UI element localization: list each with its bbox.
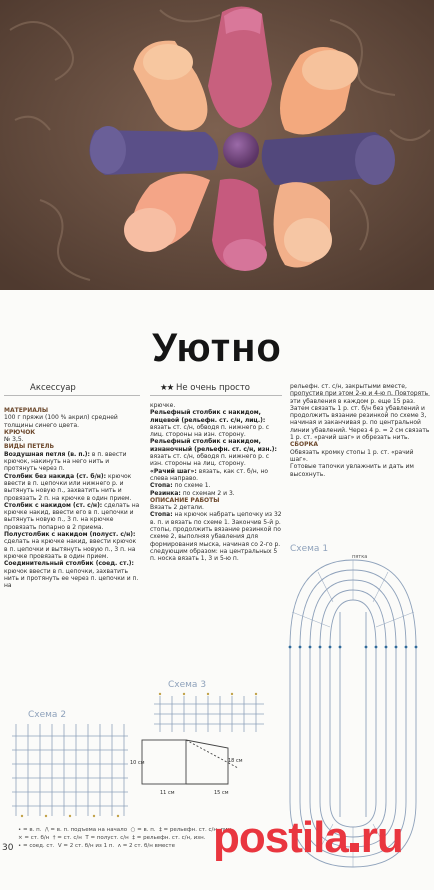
difficulty (160, 383, 250, 393)
stitch-chain: Воздушная петля (в. п.): в п. ввести крючок, накинуть на него нить и протянуть через п. (4, 450, 127, 473)
divider-1 (4, 395, 140, 396)
dim-10: 10 см (130, 760, 145, 766)
text-column-1 (4, 407, 140, 589)
difficulty-label: Не очень просто (175, 383, 250, 393)
stitch-sc: Столбик без накида (ст. б/н): крючок ввести в п. цепочки или нижнего р. и вытянуть новую п., захватить нить и провязать 2 п. на крючке в один прием. (4, 472, 132, 502)
hook-heading: КРЮЧОК (4, 428, 36, 436)
symbol-legend: • = в. п. /\ = в. п. подъема на начало ○ = в. п. ‡ = рельефн. ст. с/н, лиц. × = ст. б/н † = ст. с/н T = полуст. с/н ‡ = рельефн. ст. с/н, изн. • = соед. ст. V = 2 ст. б/н из 1 п. ʌ = 2 ст. б/н вместе (18, 827, 234, 849)
page-title: Уютно (152, 326, 282, 370)
assembly-heading: СБОРКА (290, 441, 319, 449)
text-column-2 (150, 402, 282, 563)
category-label: Аксессуар (30, 383, 76, 393)
assembly-text-2: Готовые тапочки увлажнить и дать им высохнуть. (290, 463, 414, 478)
pattern-sole: Стопа: по схеме 1. (150, 482, 211, 490)
stitch-fpdc: Рельефный столбик с накидом, лицевой (рельефн. ст. с/н, лиц.): вязать ст. с/н, обводя п. нижнего р. с лиц. стороны на изн. сторону. (150, 409, 270, 439)
slipper-left (89, 126, 218, 175)
watermark-dot (350, 843, 359, 852)
difficulty-stars: ★★ (160, 383, 174, 393)
stitches-heading: ВИДЫ ПЕТЕЛЬ (4, 443, 55, 451)
slipper-right (262, 132, 395, 185)
scheme-1-heel-label: пятка (352, 554, 368, 560)
watermark-logo: postila ru (213, 813, 403, 862)
stitch-crab: «Рачий шаг»: вязать, как ст. б/н, но слева направо. (150, 467, 269, 482)
scheme-2-diagram (10, 720, 130, 820)
hook-text: № 3,5. (4, 436, 24, 444)
stitch-dc: Столбик с накидом (ст. с/н): сделать на крючке накид, ввести его в п. цепочки и вытянуть новую п., 3 п. на крючке провязать попарно в 2 приема. (4, 501, 140, 531)
materials-heading: МАТЕРИАЛЫ (4, 407, 49, 414)
yarn-ball (223, 132, 259, 168)
work-heading: ОПИСАНИЕ РАБОТЫ (150, 496, 220, 504)
stitch-hdc: Полустолбик с накидом (полуст. с/н): сделать на крючке накид, ввести крючок в п. цепочки и вытянуть новую п., 3 п. на крючке провязать в один прием. (4, 531, 137, 560)
scheme-2-title: Схема 2 (28, 710, 67, 720)
assembly-text-1: Обвязать кромку стопы 1 р. ст. «рачий шаг». (290, 448, 414, 463)
work-intro: Вязать 2 детали. (150, 504, 204, 512)
slipper-lower-right (274, 182, 332, 267)
stitch-slst: Соединительный столбик (соед. ст.): крючок ввести в п. цепочки, захватить нить и протянуть ее через п. цепочки и п. на (4, 560, 139, 590)
divider-2 (150, 395, 282, 396)
text-column-3 (290, 383, 430, 478)
slippers-illustration (0, 0, 434, 290)
continuation-text: крючке. (150, 402, 176, 409)
materials-text: 100 г пряжи (100 % акрил) средней толщины синего цвета. (4, 414, 118, 429)
work-sole: Стопа: на крючок набрать цепочку из 32 в. п. и вязать по схеме 1. Закончив 5-й р. стопы, продолжить вязание резинкой по схеме 2, выполняя убавления для формирования мыска, начиная со 2-го р. следующим образом: на центральных 5 п. носка вязать 1, 3 и 5-ю п. (150, 511, 282, 563)
dim-11: 11 см (160, 790, 175, 796)
stitch-bpdc: Рельефный столбик с накидом, изнаночный (рельефн. ст. с/н, изн.): вязать ст. с/н, обводя п. нижнего р. с изн. стороны на лиц. сторону. (150, 438, 277, 468)
pattern-rib: Резинка: по схемам 2 и 3. (150, 489, 235, 497)
page-number: 30 (2, 843, 14, 853)
work-continuation: рельефн. ст. с/н, закрытыми вместе, пропустив при этом 2-ю и 4-ю п. Повторять эти убавления в каждом р. еще 15 раз. Затем связать 1 р. ст. б/н без убавлений и продолжить вязание резинкой по схеме 3, начиная и заканчивая р. по центральной линии убавлений. Через 4 р. = 2 см связать 1 р. ст. «рачий шаг» и обрезать нить. (290, 383, 430, 442)
slippers-photo (0, 0, 434, 290)
scheme-1-title: Схема 1 (290, 544, 329, 554)
scheme-3-title: Схема 3 (168, 680, 207, 690)
dim-15: 15 см (214, 790, 229, 796)
magazine-page (0, 290, 434, 890)
dim-18: 18 см (228, 758, 243, 764)
